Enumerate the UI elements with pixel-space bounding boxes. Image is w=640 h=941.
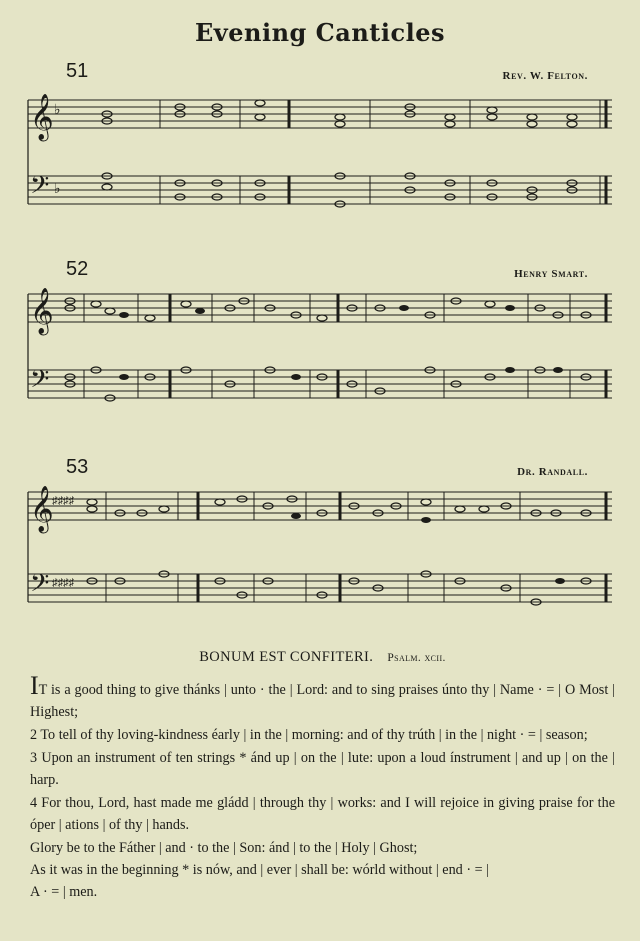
treble-clef-icon: 𝄞	[30, 94, 54, 140]
gloria-line-3: A · = | men.	[30, 884, 98, 900]
treble-clef-icon: 𝄞	[30, 288, 54, 334]
chant-53-score	[0, 478, 640, 628]
composer-51: Rev. W. Felton.	[502, 70, 588, 82]
gloria-line-1: Glory be to the Fáther | and · to the | Son: ánd | to the | Holy | Ghost;	[30, 840, 418, 856]
svg-text:♯♯♯♯: ♯♯♯♯	[52, 577, 74, 589]
chant-52-score	[0, 280, 640, 430]
verse-2: 2 To tell of thy loving-kindness éarly | in the | morning: and of thy trúth | in the | night · = | season;	[30, 727, 588, 743]
psalm-reference: Psalm. xcii.	[387, 652, 446, 664]
chant-51-score	[0, 86, 640, 226]
psalm-title: BONUM EST CONFITERI.	[199, 649, 374, 665]
page-title: Evening Canticles	[195, 18, 445, 47]
verse-1: IT is a good thing to give thánks | unto · the | Lord: and to sing praises únto thy | Name · = | O Most | Highest;	[30, 671, 615, 720]
svg-text:♭: ♭	[54, 103, 61, 118]
gloria-line-2: As it was in the beginning * is nów, and | ever | shall be: wórld without | end · = |	[30, 862, 489, 878]
composer-53: Dr. Randall.	[517, 466, 588, 478]
svg-text:♯♯♯♯: ♯♯♯♯	[52, 495, 74, 507]
bass-staff	[28, 176, 612, 204]
treble-staff	[28, 100, 612, 128]
treble-clef-icon: 𝄞	[30, 486, 54, 532]
bass-clef-icon: 𝄢	[30, 569, 50, 604]
chant-number-51: 51	[66, 60, 89, 82]
svg-text:♭: ♭	[54, 182, 61, 197]
treble-staff	[28, 294, 612, 322]
verse-4: 4 For thou, Lord, hast made me gládd | through thy | works: and I will rejoice in giving praise for the óper | ations | of thy | hands.	[30, 795, 615, 833]
chant-number-53: 53	[66, 456, 89, 478]
chant-number-52: 52	[66, 258, 89, 280]
psalm-text	[30, 646, 615, 903]
composer-52: Henry Smart.	[514, 268, 588, 280]
bass-clef-icon: 𝄢	[30, 365, 50, 400]
bass-clef-icon: 𝄢	[30, 171, 50, 206]
psalm-heading	[30, 646, 615, 669]
verse-3: 3 Upon an instrument of ten strings * ánd up | on the | lute: upon a loud ínstrument | and up | on the | harp.	[30, 750, 615, 788]
